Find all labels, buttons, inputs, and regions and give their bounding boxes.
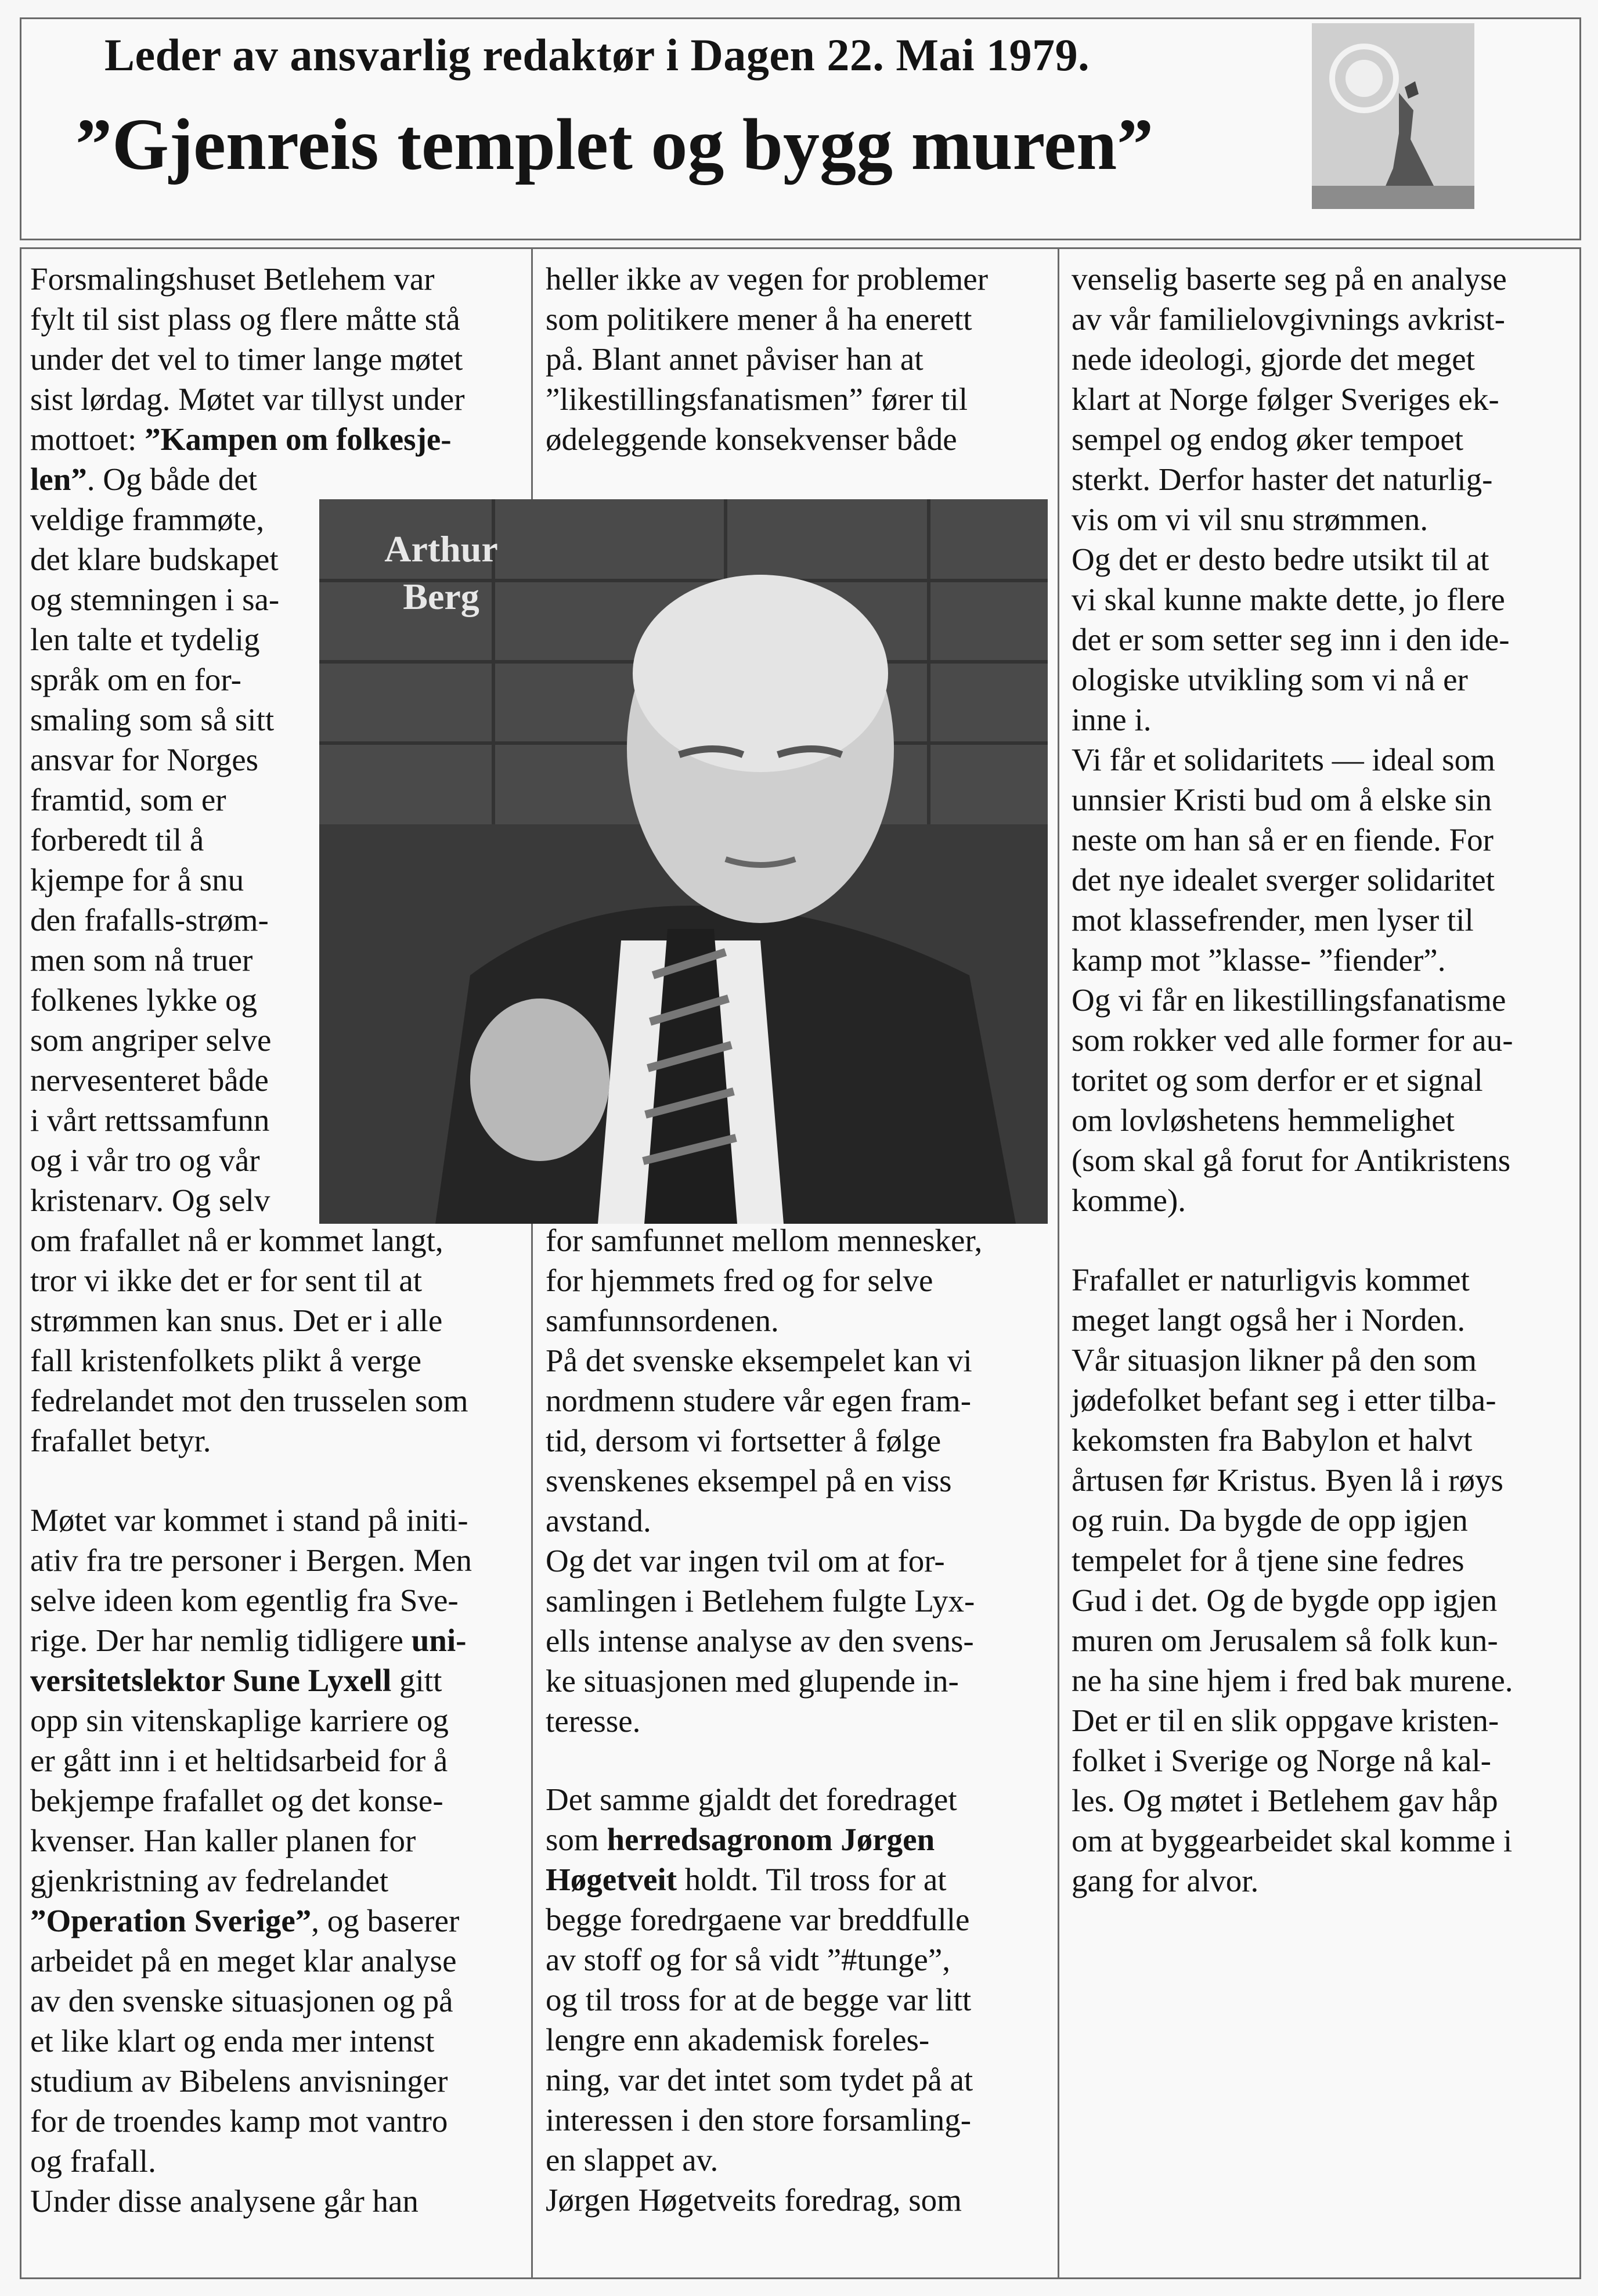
line-text: mottoet: (30, 421, 145, 457)
line-text: Det samme gjaldt det foredraget (546, 1782, 957, 1817)
photo-caption-line: Berg (403, 576, 479, 617)
line-text: lengre enn akademisk foreles- (546, 2022, 930, 2057)
line-text: tror vi ikke det er for sent til at (30, 1263, 423, 1298)
line-text: mot klassefrender, men lyser til (1072, 902, 1474, 938)
line-text: fall kristenfolkets plikt å verge (30, 1343, 422, 1378)
line-text: , og baserer (311, 1903, 460, 1938)
text-line (30, 579, 465, 619)
text-line (546, 299, 988, 339)
text-line (1072, 339, 1513, 379)
line-text: på. Blant annet påviser han at (546, 341, 924, 377)
text-line (30, 1941, 472, 1981)
text-line (546, 2060, 973, 2100)
text-line (546, 1661, 982, 1701)
text-line (1072, 780, 1513, 820)
text-line (546, 1421, 982, 1461)
emphasis-text: uni- (411, 1623, 467, 1658)
text-line (1072, 259, 1513, 299)
line-text: meget langt også her i Norden. (1072, 1302, 1466, 1338)
line-text: vi skal kunne makte dette, jo flere (1072, 582, 1505, 617)
line-text: av stoff og for så vidt ”#tunge”, (546, 1942, 951, 1977)
line-text: toritet og som derfor er et signal (1072, 1062, 1483, 1098)
text-line (1072, 1460, 1513, 1500)
line-text: kristenarv. Og selv (30, 1183, 270, 1218)
text-line (30, 2021, 472, 2061)
line-text: jødefolket befant seg i etter tilba- (1072, 1382, 1496, 1418)
line-text: folket i Sverige og Norge nå kal- (1072, 1743, 1491, 1778)
text-line (1072, 1100, 1513, 1140)
line-text: den frafalls-strøm- (30, 902, 269, 938)
text-line (1072, 1340, 1513, 1380)
text-line (30, 1780, 472, 1821)
line-text: svenskenes eksempel på en viss (546, 1463, 952, 1498)
line-text: om lovløshetens hemmelighet (1072, 1102, 1455, 1138)
text-line (30, 1100, 465, 1140)
line-text: rige. Der har nemlig tidligere (30, 1623, 412, 1658)
line-text: inne i. (1072, 702, 1152, 737)
line-text: unnsier Kristi bud om å elske sin (1072, 782, 1492, 817)
line-text: og frafall. (30, 2143, 156, 2179)
text-line (1072, 499, 1513, 539)
text-line (30, 619, 465, 659)
text-line (30, 700, 465, 740)
text-line (546, 1541, 982, 1581)
text-line (1072, 1500, 1513, 1540)
line-text: avstand. (546, 1503, 651, 1538)
line-text: opp sin vitenskaplige karriere og (30, 1703, 449, 1738)
text-line (1072, 1780, 1513, 1821)
text-line (1072, 1821, 1513, 1861)
text-line (546, 1701, 982, 1741)
text-line (30, 1060, 465, 1100)
line-text: ne ha sine hjem i fred bak murene. (1072, 1663, 1513, 1698)
line-text: Under disse analysene går han (30, 2183, 419, 2219)
text-line (1072, 459, 1513, 499)
text-line (30, 339, 465, 379)
line-text: strømmen kan snus. Det er i alle (30, 1303, 443, 1338)
text-line (30, 2101, 472, 2141)
text-line (30, 1300, 468, 1340)
line-text: av den svenske situasjonen og på (30, 1983, 453, 2019)
text-line (1072, 1260, 1513, 1300)
text-line (30, 1020, 465, 1060)
line-text: samfunnsordenen. (546, 1303, 779, 1338)
text-line (1072, 659, 1513, 700)
line-text: Vi får et solidaritets — ideal som (1072, 742, 1495, 777)
text-line (1072, 299, 1513, 339)
text-line (30, 1660, 472, 1700)
text-line (546, 339, 988, 379)
line-text: les. Og møtet i Betlehem gav håp (1072, 1783, 1498, 1818)
line-text: sempel og endog øker tempoet (1072, 421, 1464, 457)
emphasis-text: Høgetveit (546, 1862, 677, 1897)
line-text: komme). (1072, 1183, 1186, 1218)
text-line (30, 539, 465, 579)
line-text: kekomsten fra Babylon et halvt (1072, 1422, 1473, 1458)
line-text: ning, var det intet som tydet på at (546, 2062, 973, 2097)
emphasis-text: versitetslektor Sune Lyxell (30, 1663, 392, 1698)
text-line (546, 1859, 973, 1899)
article-headline: ”Gjenreis templet og bygg muren” (75, 104, 1154, 185)
line-text: kjempe for å snu (30, 862, 244, 898)
line-text: teresse. (546, 1703, 641, 1739)
line-text: kamp mot ”klasse- ”fiender”. (1072, 942, 1446, 978)
line-text: i vårt rettssamfunn (30, 1102, 270, 1138)
text-line (1072, 940, 1513, 980)
text-line (546, 1581, 982, 1621)
text-line (546, 1340, 982, 1381)
text-line (30, 379, 465, 419)
text-line (30, 499, 465, 539)
text-line (1072, 1300, 1513, 1340)
line-text: et like klart og enda mer intenst (30, 2023, 435, 2059)
line-text: frafallet betyr. (30, 1423, 211, 1458)
line-text: Jørgen Høgetveits foredrag, som (546, 2182, 962, 2218)
text-line (30, 980, 465, 1020)
text-line (30, 1500, 472, 1540)
text-line (30, 780, 465, 820)
text-line (30, 1340, 468, 1381)
line-text: len talte et tydelig (30, 622, 260, 657)
text-line (546, 259, 988, 299)
line-text: folkenes lykke og (30, 982, 258, 1018)
text-line (1072, 1620, 1513, 1660)
line-text: bekjempe frafallet og det konse- (30, 1783, 443, 1818)
line-text: begge foredrgaene var breddfulle (546, 1902, 970, 1937)
line-text: nordmenn studere vår egen fram- (546, 1383, 972, 1418)
text-line (546, 1220, 982, 1260)
line-text: av vår familielovgivnings avkrist- (1072, 301, 1505, 337)
text-line (30, 1540, 472, 1580)
text-line (1072, 1140, 1513, 1180)
text-line (30, 1421, 468, 1461)
line-text: språk om en for- (30, 662, 241, 697)
line-text: fylt til sist plass og flere måtte stå (30, 301, 460, 337)
text-line (30, 2061, 472, 2101)
line-text: som politikere mener å ha enerett (546, 301, 972, 337)
text-line (30, 1180, 465, 1220)
text-line (30, 940, 465, 980)
text-line (546, 2100, 973, 2140)
text-line (30, 1140, 465, 1180)
line-text: venselig baserte seg på en analyse (1072, 261, 1507, 297)
line-text: er gått inn i et heltidsarbeid for å (30, 1743, 448, 1778)
text-line (546, 1260, 982, 1300)
line-text: en slappet av. (546, 2142, 719, 2178)
column-2-middle (546, 1220, 982, 1741)
line-text: om frafallet nå er kommet langt, (30, 1223, 443, 1258)
line-text: holdt. Til tross for at (677, 1862, 947, 1897)
text-line (30, 2181, 472, 2221)
text-line (30, 1220, 468, 1260)
text-line (30, 860, 465, 900)
line-text: tid, dersom vi fortsetter å følge (546, 1423, 942, 1458)
line-text: tempelet for å tjene sine fedres (1072, 1542, 1464, 1578)
text-line (1072, 740, 1513, 780)
text-line (30, 1821, 472, 1861)
line-text: og stemningen i sa- (30, 582, 280, 617)
line-text: gitt (391, 1663, 442, 1698)
line-text: framtid, som er (30, 782, 226, 817)
line-text: klart at Norge følger Sveriges ek- (1072, 381, 1499, 417)
line-text: Det er til en slik oppgave kristen- (1072, 1703, 1499, 1738)
line-text: interessen i den store forsamling- (546, 2102, 972, 2138)
text-line (30, 1981, 472, 2021)
text-line (1072, 700, 1513, 740)
line-text: gang for alvor. (1072, 1863, 1259, 1898)
photo-caption-line: Arthur (384, 528, 498, 570)
line-text: fedrelandet mot den trusselen som (30, 1383, 468, 1418)
column-1-top (30, 259, 465, 1220)
line-text: Og det var ingen tvil om at for- (546, 1543, 945, 1578)
line-text: det klare budskapet (30, 542, 279, 577)
line-text: nede ideologi, gjorde det meget (1072, 341, 1475, 377)
emphasis-text: ”Kampen om folkesje- (145, 421, 452, 457)
line-text: for hjemmets fred og for selve (546, 1263, 933, 1298)
line-text: veldige frammøte, (30, 502, 265, 537)
text-line (30, 1381, 468, 1421)
line-text: smaling som så sitt (30, 702, 275, 737)
column-3-bottom (1072, 1260, 1513, 1901)
text-line (546, 1980, 973, 2020)
line-text: Møtet var kommet i stand på initi- (30, 1502, 468, 1538)
line-text: Vår situasjon likner på den som (1072, 1342, 1477, 1378)
line-text: heller ikke av vegen for problemer (546, 261, 989, 297)
line-text: neste om han så er en fiende. For (1072, 822, 1494, 857)
text-line (546, 1461, 982, 1501)
line-text: Forsmalingshuset Betlehem var (30, 261, 435, 297)
line-text: gjenkristning av fedrelandet (30, 1863, 389, 1898)
line-text: nervesenteret både (30, 1062, 269, 1098)
text-line (546, 2020, 973, 2060)
line-text: Og vi får en likestillingsfanatisme (1072, 982, 1506, 1018)
line-text: muren om Jerusalem så folk kun- (1072, 1623, 1498, 1658)
line-text: men som nå truer (30, 942, 253, 978)
line-text: som (546, 1822, 607, 1857)
text-line (1072, 1660, 1513, 1700)
text-line (546, 2180, 973, 2220)
column-divider (1058, 247, 1059, 2279)
line-text: under det vel to timer lange møtet (30, 341, 463, 377)
line-text: forberedt til å (30, 822, 204, 857)
line-text: og i vår tro og vår (30, 1142, 260, 1178)
column-1-bottom (30, 1500, 472, 2221)
text-line (1072, 579, 1513, 619)
emphasis-text: ”Operation Sverige” (30, 1903, 312, 1938)
text-line (1072, 1020, 1513, 1060)
text-line (1072, 860, 1513, 900)
text-line (546, 1779, 973, 1819)
text-line (30, 740, 465, 780)
text-line (1072, 1700, 1513, 1740)
column-2-top (546, 259, 988, 459)
text-line (1072, 619, 1513, 659)
text-line (30, 1260, 468, 1300)
text-line (1072, 1060, 1513, 1100)
text-line (1072, 539, 1513, 579)
line-text: og til tross for at de begge var litt (546, 1982, 972, 2017)
text-line (30, 259, 465, 299)
line-text: samlingen i Betlehem fulgte Lyx- (546, 1583, 975, 1619)
line-text: . Og både det (86, 462, 258, 497)
line-text: Gud i det. Og de bygde opp igjen (1072, 1583, 1498, 1618)
text-line (1072, 1180, 1513, 1220)
line-text: årtusen før Kristus. Byen lå i røys (1072, 1462, 1503, 1498)
emphasis-text: len” (30, 462, 87, 497)
line-text: ”likestillingsfanatismen” fører til (546, 381, 968, 417)
line-text: sist lørdag. Møtet var tillyst under (30, 381, 465, 417)
line-text: studium av Bibelens anvisninger (30, 2063, 448, 2099)
line-text: som rokker ved alle former for au- (1072, 1022, 1513, 1058)
line-text: ansvar for Norges (30, 742, 259, 777)
line-text: om at byggearbeidet skal komme i (1072, 1823, 1513, 1858)
line-text: Frafallet er naturligvis kommet (1072, 1262, 1470, 1297)
text-line (546, 1381, 982, 1421)
text-line (30, 1580, 472, 1620)
text-line (1072, 1380, 1513, 1420)
line-text: Og det er desto bedre utsikt til at (1072, 542, 1489, 577)
text-line (1072, 1540, 1513, 1580)
text-line (1072, 1861, 1513, 1901)
engraving-figure-icon (1312, 23, 1474, 209)
line-text: ødeleggende konsekvenser både (546, 421, 957, 457)
text-line (1072, 820, 1513, 860)
text-line (30, 1620, 472, 1660)
text-line (1072, 419, 1513, 459)
text-line (30, 1700, 472, 1740)
line-text: arbeidet på en meget klar analyse (30, 1943, 457, 1978)
text-line (30, 459, 465, 499)
line-text: På det svenske eksempelet kan vi (546, 1343, 972, 1378)
text-line (30, 299, 465, 339)
text-line (546, 1621, 982, 1661)
line-text: (som skal gå forut for Antikristens (1072, 1142, 1511, 1178)
emphasis-text: herredsagronom Jørgen (607, 1822, 935, 1857)
text-line (546, 2140, 973, 2180)
article-kicker: Leder av ansvarlig redaktør i Dagen 22. Mai 1979. (104, 30, 1090, 80)
text-line (546, 1501, 982, 1541)
text-line (546, 1300, 982, 1340)
text-line (30, 1901, 472, 1941)
line-text: for samfunnet mellom mennesker, (546, 1223, 983, 1258)
text-line (30, 2141, 472, 2181)
text-line (30, 659, 465, 700)
text-line (30, 1861, 472, 1901)
line-text: sterkt. Derfor haster det naturlig- (1072, 462, 1493, 497)
text-line (1072, 900, 1513, 940)
line-text: som angriper selve (30, 1022, 272, 1058)
text-line (1072, 1740, 1513, 1780)
line-text: ologiske utvikling som vi nå er (1072, 662, 1468, 697)
text-line (1072, 379, 1513, 419)
text-line (546, 1819, 973, 1859)
text-line (30, 419, 465, 459)
line-text: vis om vi vil snu strømmen. (1072, 502, 1429, 537)
line-text: og ruin. Da bygde de opp igjen (1072, 1502, 1468, 1538)
column-1-middle (30, 1220, 468, 1461)
line-text: for de troendes kamp mot vantro (30, 2103, 448, 2139)
text-line (1072, 980, 1513, 1020)
text-line (30, 900, 465, 940)
line-text: kvenser. Han kaller planen for (30, 1823, 416, 1858)
line-text: selve ideen kom egentlig fra Sve- (30, 1583, 459, 1618)
column-2-bottom (546, 1779, 973, 2220)
column-3-top (1072, 259, 1513, 1220)
text-line (546, 379, 988, 419)
line-text: ativ fra tre personer i Bergen. Men (30, 1542, 472, 1578)
line-text: ke situasjonen med glupende in- (546, 1663, 959, 1699)
text-line (1072, 1580, 1513, 1620)
text-line (1072, 1420, 1513, 1460)
line-text: det nye idealet sverger solidaritet (1072, 862, 1495, 898)
text-line (30, 1740, 472, 1780)
line-text: ells intense analyse av den svens- (546, 1623, 974, 1659)
text-line (30, 820, 465, 860)
text-line (546, 1899, 973, 1940)
text-line (546, 419, 988, 459)
text-line (546, 1940, 973, 1980)
line-text: det er som setter seg inn i den ide- (1072, 622, 1510, 657)
